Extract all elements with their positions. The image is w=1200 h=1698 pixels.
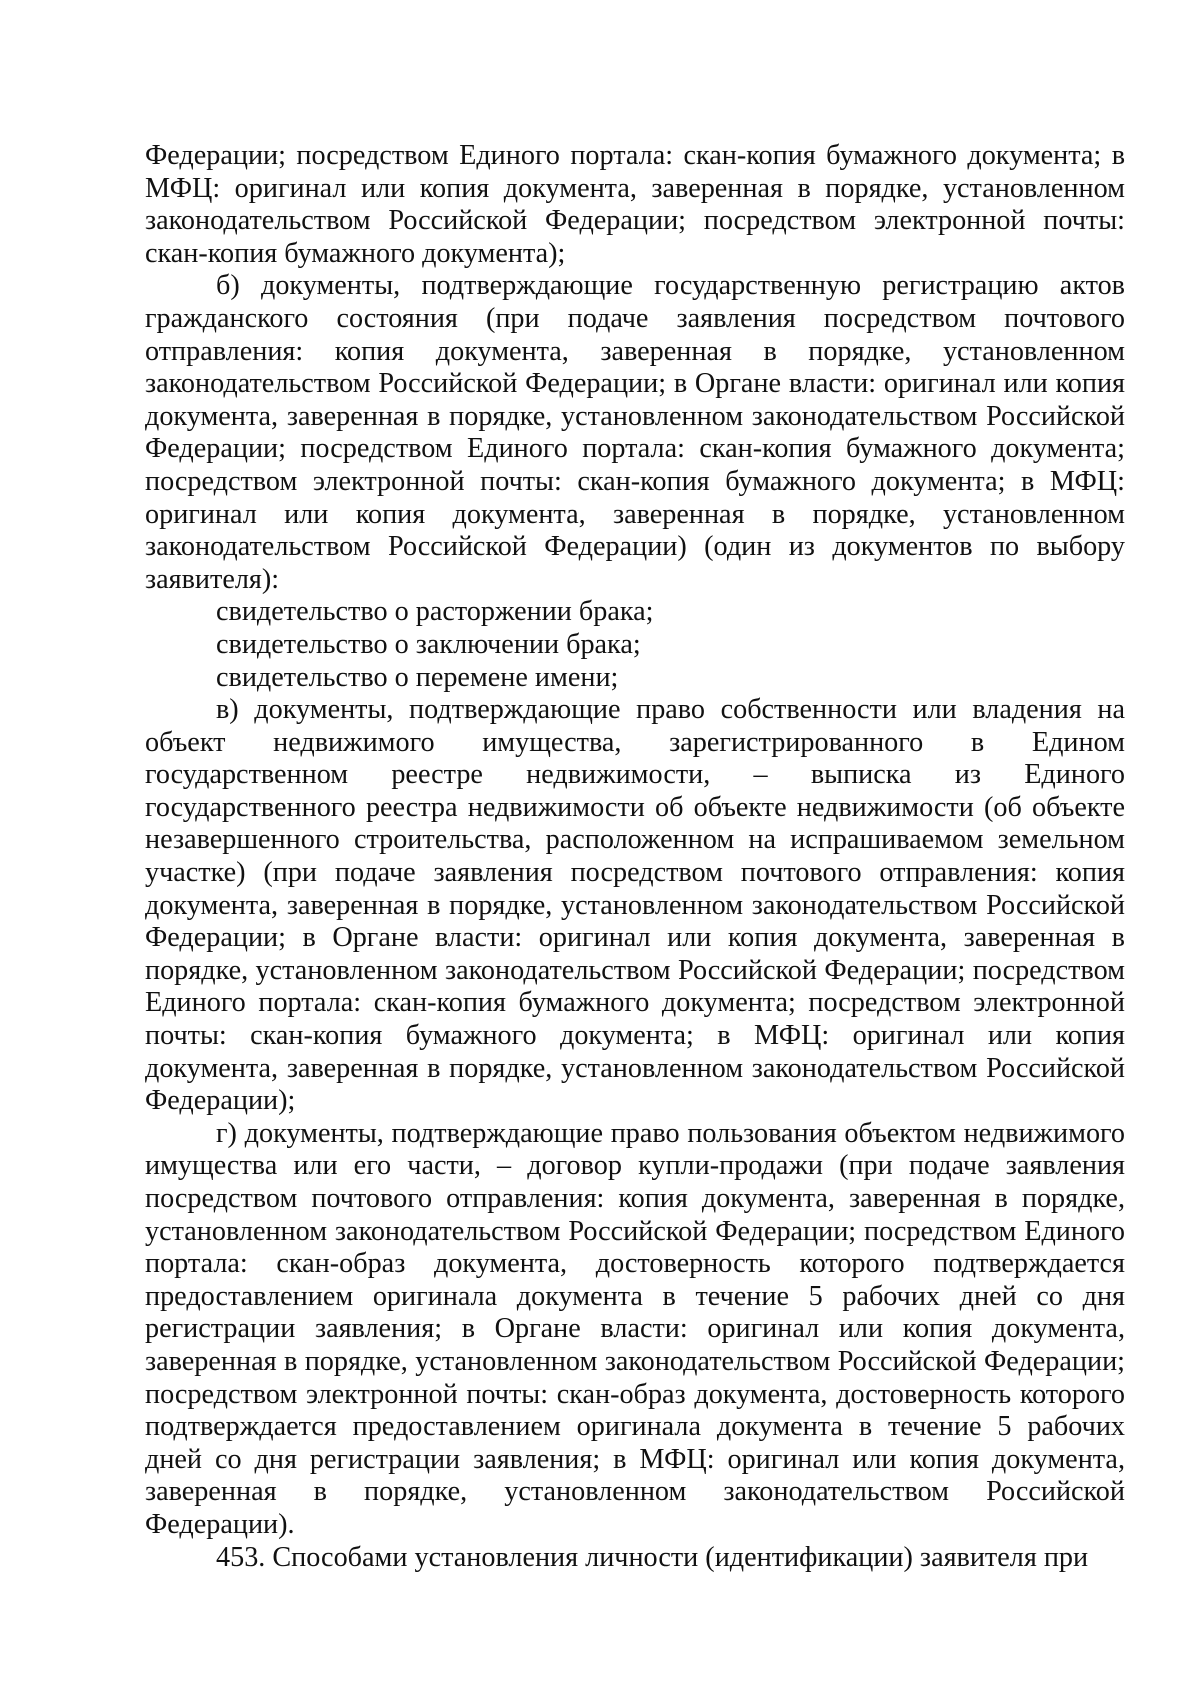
paragraph-item-g: г) документы, подтверждающие право пользования объектом недвижимого имущества или его части, – договор купли-продажи (при подаче заявления посредством почтового отправления: копия документа, заверенная в порядке, установленном законодательством Российской Федерации; посредством Единого портала: скан-образ документа, достоверность которого подтверждается предоставлением оригинала документа в течение 5 рабочих дней со дня регистрации заявления; в Органе власти: оригинал или копия документа, заверенная в порядке, установленном законодательством Российской Федерации; посредством электронной почты: скан-образ документа, достоверность которого подтверждается предоставлением оригинала документа в течение 5 рабочих дней со дня регистрации заявления; в МФЦ: оригинал или копия документа, заверенная в порядке, установленном законодательством Российской Федерации).: [145, 1117, 1125, 1540]
document-page: [145, 140, 1125, 1574]
list-item-marriage-certificate: свидетельство о заключении брака;: [216, 628, 641, 660]
list-item-divorce-certificate: свидетельство о расторжении брака;: [216, 596, 654, 628]
paragraph-continuation: Федерации; посредством Единого портала: скан-копия бумажного документа; в МФЦ: оригинал или копия документа, заверенная в порядке, установленном законодательством Российской Федерации; посредством электронной почты: скан-копия бумажного документа);: [145, 140, 1125, 269]
paragraph-item-b: б) документы, подтверждающие государственную регистрацию актов гражданского состояния (при подаче заявления посредством почтового отправления: копия документа, заверенная в порядке, установленном законодательством Российской Федерации; в Органе власти: оригинал или копия документа, заверенная в порядке, установленном законодательством Российской Федерации; посредством Единого портала: скан-копия бумажного документа; посредством электронной почты: скан-копия бумажного документа; в МФЦ: оригинал или копия документа, заверенная в порядке, установленном законодательством Российской Федерации) (один из документов по выбору заявителя):: [145, 270, 1125, 595]
paragraph-453: 453. Способами установления личности (идентификации) заявителя при: [216, 1541, 1089, 1573]
list-item-name-change-certificate: свидетельство о перемене имени;: [216, 661, 619, 693]
paragraph-item-v: в) документы, подтверждающие право собственности или владения на объект недвижимого имущества, зарегистрированного в Едином государственном реестре недвижимости, – выписка из Единого государственного реестра недвижимости об объекте недвижимости (об объекте незавершенного строительства, расположенном на испрашиваемом земельном участке) (при подаче заявления посредством почтового отправления: копия документа, заверенная в порядке, установленном законодательством Российской Федерации; в Органе власти: оригинал или копия документа, заверенная в порядке, установленном законодательством Российской Федерации; посредством Единого портала: скан-копия бумажного документа; посредством электронной почты: скан-копия бумажного документа; в МФЦ: оригинал или копия документа, заверенная в порядке, установленном законодательством Российской Федерации);: [145, 694, 1125, 1117]
